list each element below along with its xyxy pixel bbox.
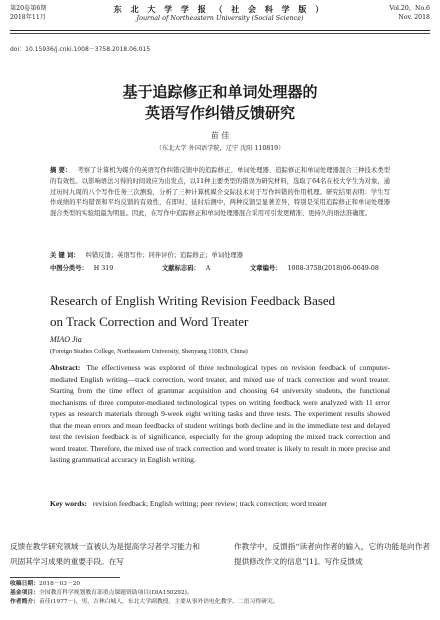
abstract-en-text: The effectiveness was explored of three technological types on revision feedback of computer-mediated English writing—track correction, word treater, and mixed use of track correction and word treater. Starting from the time effect of grammar acquisition and choosing 64 university students, the functional mechanisms of three computer-mediated technological types on writing feedback were analyzed with 11 error types as research materials through 9-week eight writing tasks and three tests. The experiment results showed that the mean errors and mean feedbacks of student writings both decline and in the immediate test and delayed test the revision feedback is of significance, especially for the group adopting the mixed track correction and word treater. Therefore, the mixed use of track correction and word treater is likely to result in more precise and lasting grammatical accuracy in English writing. bbox=[50, 363, 390, 464]
title-cn-line-1: 基于追踪修正和单词处理器的 bbox=[122, 83, 318, 101]
abstract-en bbox=[50, 362, 390, 466]
header-center bbox=[110, 4, 330, 23]
body-column-right: 作教学中，反馈指“读者向作者的输入，它的功能是向作者提供修改作文的信息”[1]。写作反馈成 bbox=[234, 542, 430, 566]
running-header bbox=[10, 4, 430, 28]
journal-name-en: Journal of Northeastern University (Social Science) bbox=[136, 14, 304, 22]
header-right bbox=[389, 4, 430, 22]
abstract-cn-label: 摘 要： bbox=[50, 167, 72, 174]
clc-code: 中图分类号： H 319 bbox=[50, 265, 114, 272]
title-cn-line-2: 英语写作纠错反馈研究 bbox=[144, 104, 295, 122]
author-en: MIAO Jia bbox=[50, 335, 82, 344]
doi: doi：10.15936/j.cnki.1008－3758.2018.06.015 bbox=[10, 46, 151, 53]
footnotes bbox=[10, 580, 279, 607]
affiliation-en: (Foreign Studies College, Northeastern University, Shenyang 110819, China) bbox=[50, 348, 248, 355]
footnote-author: 作者简介：苗佳(1977－)，男，吉林白城人，东北大学副教授，主要从事外语电化教学、二语习得研究。 bbox=[10, 599, 279, 605]
document-code: 文献标志码： A bbox=[162, 265, 211, 272]
body-column-left: 反馈在教学研究领域一直被认为是提高学习者学习能力和巩固其学习成果的重要手段。在写 bbox=[10, 542, 200, 566]
keywords-en-text: revision feedback; English writing; peer review; track correction; word treater bbox=[92, 499, 328, 508]
date-en: Nov. 2018 bbox=[398, 14, 430, 21]
header-rule-bottom bbox=[10, 33, 430, 34]
abstract-cn-text: 考察了计算机为媒介的英语写作纠错反馈中的追踪修正、单词处理器、追踪修正和单词处理器混合三种技术类型的有效性。以影响语法习得的时间效应为出发点，以11种主要类型的错误为研究材料，选取了64名在校大学生为对象，通过历时九周的八个写作任务三次测验，分析了三种计算机媒介交际技术对于写作纠错的作用机理。研究结果表明：学生写作成绩的平均错误和平均反馈的有效性，在即时、延时后测中，两种反馈呈显著差异，特别是采用追踪修正和单词处理器混合类型的实验组最为明显。因此，在写作中追踪修正和单词处理器混合采用可引发更精准、更持久的语法准确度。 bbox=[50, 167, 390, 218]
date-cn: 2018年11月 bbox=[10, 14, 46, 21]
title-en bbox=[50, 290, 400, 332]
affiliation-cn: （东北大学 外国语学院，辽宁 沈阳 110819） bbox=[155, 145, 285, 152]
footnote-rule bbox=[10, 577, 120, 578]
issue-cn: 第20卷第6期 bbox=[10, 5, 47, 12]
footnote-received: 收稿日期：2018－03－20 bbox=[10, 581, 81, 587]
title-en-line-2: on Track Correction and Word Treater bbox=[50, 314, 249, 329]
journal-name-cn: 东 北 大 学 学 报 （ 社 会 科 学 版 ） bbox=[113, 4, 327, 14]
keywords-en-label: Key words: bbox=[50, 499, 87, 508]
article-number: 文章编号： 1008-3758(2018)06-0649-08 bbox=[250, 265, 379, 272]
abstract-cn bbox=[50, 166, 390, 220]
volume-en: Vol.20，No.6 bbox=[389, 5, 430, 12]
keywords-cn bbox=[50, 251, 390, 261]
title-cn bbox=[40, 82, 400, 124]
header-rule-top bbox=[10, 30, 430, 31]
abstract-en-label: Abstract: bbox=[50, 363, 81, 372]
title-en-line-1: Research of English Writing Revision Feedback Based bbox=[50, 293, 336, 308]
header-left bbox=[10, 4, 47, 22]
keywords-cn-text: 纠错反馈；英语写作；同伴评价；追踪修正；单词处理器 bbox=[85, 252, 243, 259]
keywords-en bbox=[50, 498, 390, 510]
footnote-fund: 基金项目：全国教育科学规划教育部重点课题资助项目(DIA150292)。 bbox=[10, 590, 193, 596]
keywords-cn-label: 关 键 词： bbox=[50, 252, 80, 259]
author-cn: 苗 佳 bbox=[210, 131, 230, 140]
